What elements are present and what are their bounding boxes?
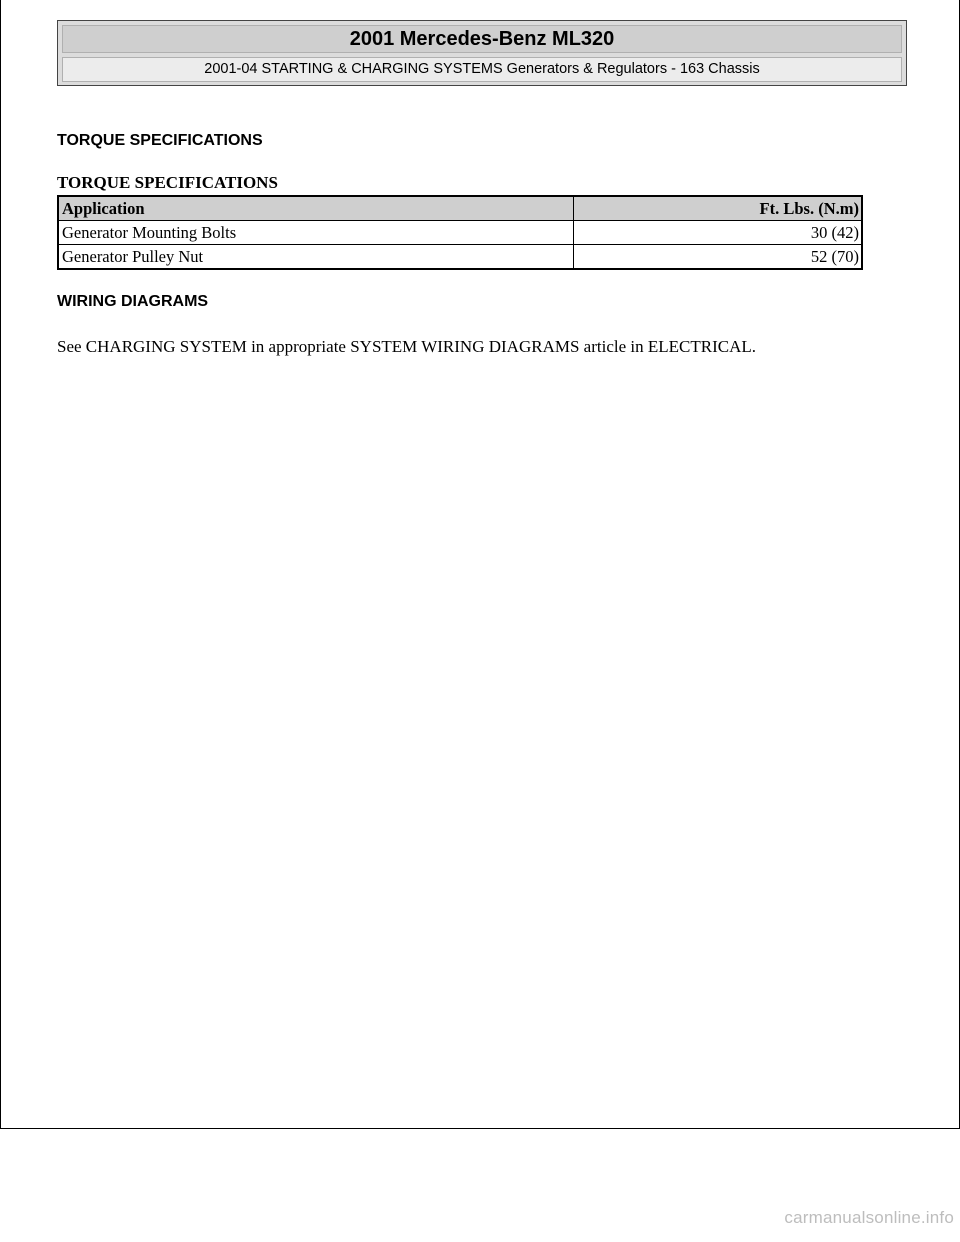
document-subtitle: 2001-04 STARTING & CHARGING SYSTEMS Generators & Regulators - 163 Chassis xyxy=(62,57,902,82)
column-header-torque: Ft. Lbs. (N.m) xyxy=(574,196,863,221)
table-row xyxy=(58,221,862,245)
section-heading-torque: TORQUE SPECIFICATIONS xyxy=(57,132,263,149)
column-header-application: Application xyxy=(58,196,574,221)
table-header-row xyxy=(58,196,862,221)
table-row xyxy=(58,245,862,270)
section-heading-wiring: WIRING DIAGRAMS xyxy=(57,293,209,310)
table-caption: TORQUE SPECIFICATIONS xyxy=(57,173,278,192)
table-cell-application: Generator Pulley Nut xyxy=(58,245,574,270)
wiring-reference-text: See CHARGING SYSTEM in appropriate SYSTEM WIRING DIAGRAMS article in ELECTRICAL. xyxy=(57,337,756,356)
table-cell-torque: 30 (42) xyxy=(574,221,863,245)
table-cell-torque: 52 (70) xyxy=(574,245,863,270)
document-header xyxy=(57,20,907,86)
torque-spec-table xyxy=(57,195,863,270)
table-cell-application: Generator Mounting Bolts xyxy=(58,221,574,245)
watermark: carmanualsonline.info xyxy=(784,1208,954,1227)
document-title: 2001 Mercedes-Benz ML320 xyxy=(62,25,902,53)
